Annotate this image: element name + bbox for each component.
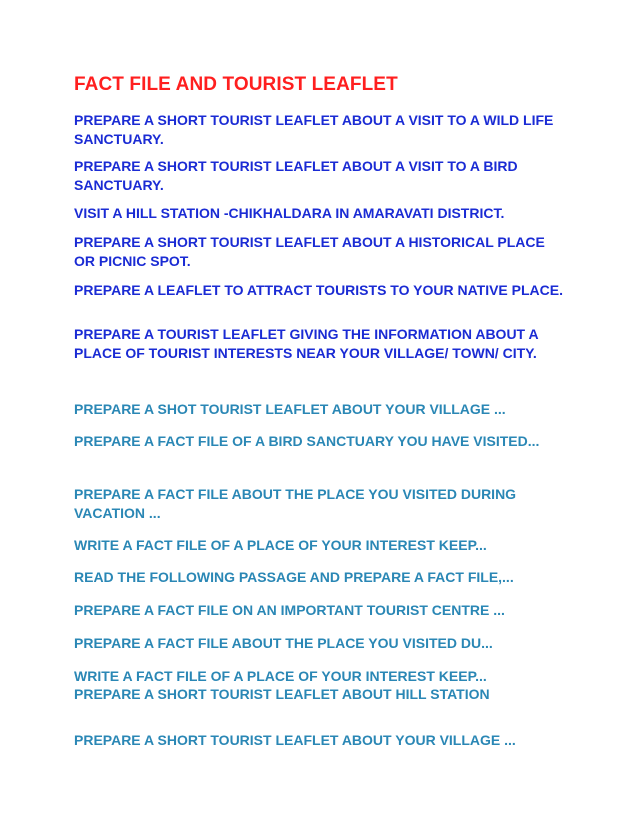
leaflet-topic-2: PREPARE A SHORT TOURIST LEAFLET ABOUT A VISIT TO A BIRD SANCTUARY.: [74, 158, 518, 193]
page-title: FACT FILE AND TOURIST LEAFLET: [74, 74, 398, 95]
leaflet-topic-1: PREPARE A SHORT TOURIST LEAFLET ABOUT A VISIT TO A WILD LIFE SANCTUARY.: [74, 112, 554, 147]
leaflet-topic-6: PREPARE A TOURIST LEAFLET GIVING THE INFORMATION ABOUT A PLACE OF TOURIST INTERESTS NEAR YOUR VILLAGE/ TOWN/ CITY.: [74, 326, 539, 361]
related-link-6[interactable]: PREPARE A FACT FILE ON AN IMPORTANT TOURIST CENTRE ...: [74, 602, 505, 618]
related-link-8[interactable]: WRITE A FACT FILE OF A PLACE OF YOUR INTEREST KEEP...: [74, 668, 487, 684]
related-link-3[interactable]: PREPARE A FACT FILE ABOUT THE PLACE YOU VISITED DURING VACATION ...: [74, 486, 517, 521]
related-link-1[interactable]: PREPARE A SHOT TOURIST LEAFLET ABOUT YOUR VILLAGE ...: [74, 401, 506, 417]
related-link-2[interactable]: PREPARE A FACT FILE OF A BIRD SANCTUARY YOU HAVE VISITED...: [74, 433, 540, 449]
related-link-10[interactable]: PREPARE A SHORT TOURIST LEAFLET ABOUT YOUR VILLAGE ...: [74, 732, 516, 748]
related-link-4[interactable]: WRITE A FACT FILE OF A PLACE OF YOUR INTEREST KEEP...: [74, 537, 487, 553]
related-link-5[interactable]: READ THE FOLLOWING PASSAGE AND PREPARE A FACT FILE,...: [74, 569, 514, 585]
related-link-9[interactable]: PREPARE A SHORT TOURIST LEAFLET ABOUT HILL STATION: [74, 686, 490, 702]
leaflet-topic-4: PREPARE A SHORT TOURIST LEAFLET ABOUT A HISTORICAL PLACE OR PICNIC SPOT.: [74, 234, 545, 269]
related-link-7[interactable]: PREPARE A FACT FILE ABOUT THE PLACE YOU VISITED DU...: [74, 635, 493, 651]
leaflet-topic-5: PREPARE A LEAFLET TO ATTRACT TOURISTS TO YOUR NATIVE PLACE.: [74, 282, 563, 298]
leaflet-topic-3: VISIT A HILL STATION -CHIKHALDARA IN AMARAVATI DISTRICT.: [74, 205, 505, 221]
